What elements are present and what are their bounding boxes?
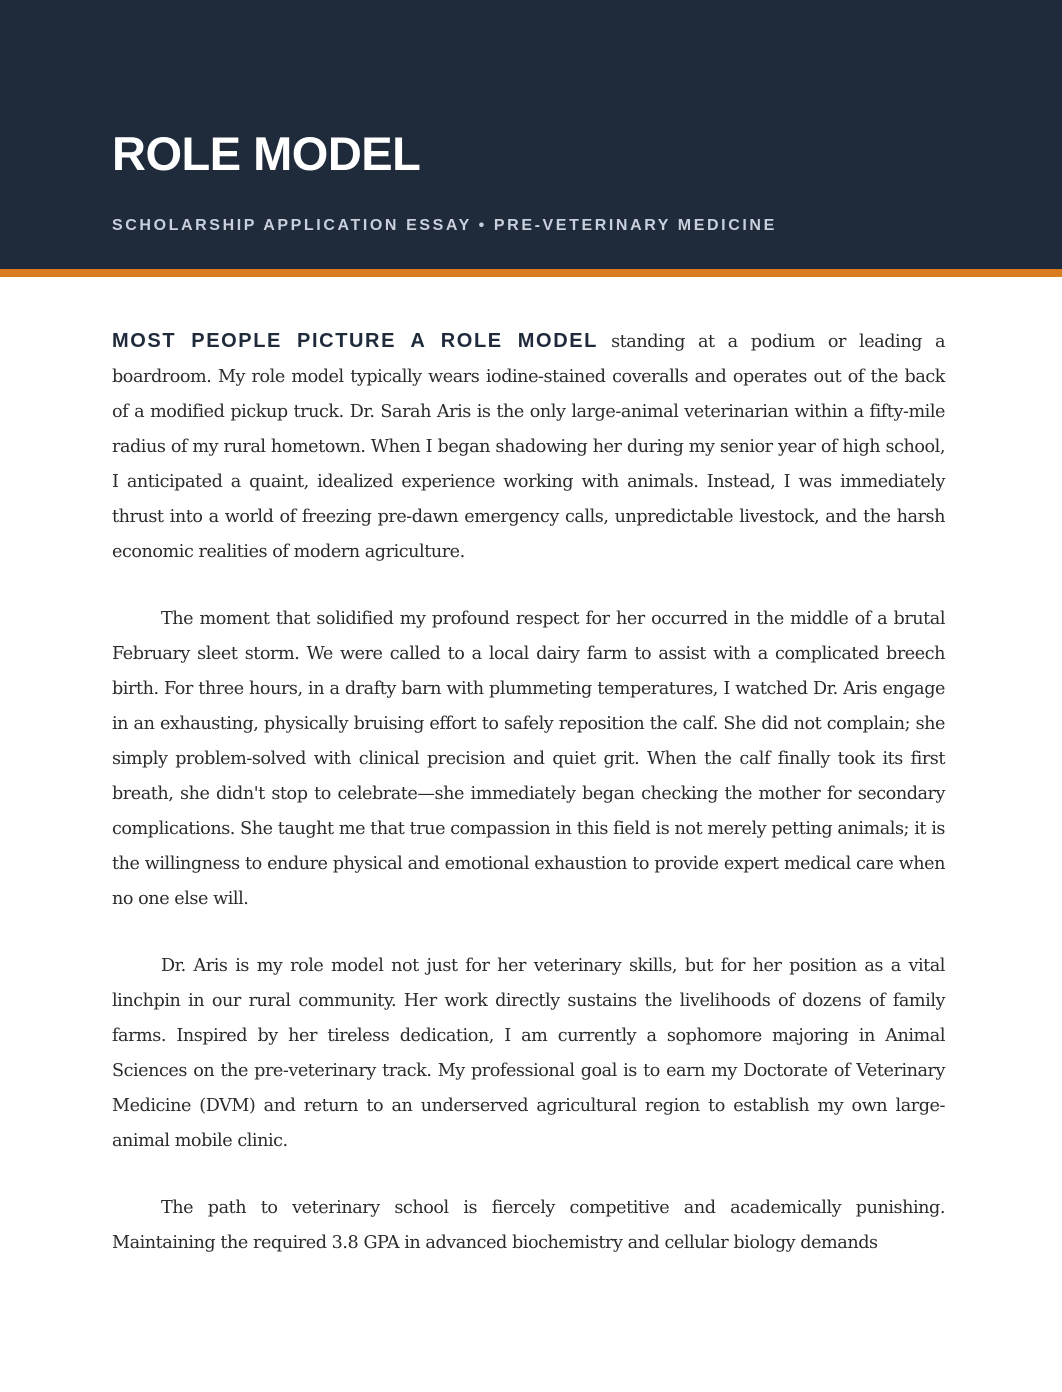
essay-paragraph-3: Dr. Aris is my role model not just for her veterinary skills, but for her position as a vital linchpin in our rural community. Her work directly sustains the livelihoods of dozens of family farms. Inspired by her tireless dedication, I am currently a sophomore majoring in Animal Sciences on the pre-veterinary track. My professional goal is to earn my Doctorate of Veterinary Medicine (DVM) and return to an underserved agricultural region to establish my own large-animal mobile clinic.: [112, 956, 945, 1151]
lead-in-text: MOST PEOPLE PICTURE A ROLE MODEL: [112, 330, 599, 352]
page-title: ROLE MODEL: [112, 127, 421, 180]
essay-body: [112, 324, 945, 1261]
paragraph-1-text: standing at a podium or leading a boardroom. My role model typically wears iodine-stained coveralls and operates out of the back of a modified pickup truck. Dr. Sarah Aris is the only large-animal veterinarian within a fifty-mile radius of my rural hometown. When I began shadowing her during my senior year of high school, I anticipated a quaint, idealized experience working with animals. Instead, I was immediately thrust into a world of freezing pre-dawn emergency calls, unpredictable livestock, and the harsh economic realities of modern agriculture.: [112, 332, 946, 562]
page-subtitle: SCHOLARSHIP APPLICATION ESSAY • PRE-VETERINARY MEDICINE: [112, 217, 777, 234]
essay-paragraph-1: [112, 324, 945, 570]
header-banner: [0, 0, 1062, 277]
essay-paragraph-4: The path to veterinary school is fiercely competitive and academically punishing. Maintaining the required 3.8 GPA in advanced biochemistry and cellular biology demands: [112, 1198, 945, 1253]
essay-paragraph-2: The moment that solidified my profound respect for her occurred in the middle of a brutal February sleet storm. We were called to a local dairy farm to assist with a complicated breech birth. For three hours, in a drafty barn with plummeting temperatures, I watched Dr. Aris engage in an exhausting, physically bruising effort to safely reposition the calf. She did not complain; she simply problem-solved with clinical precision and quiet grit. When the calf finally took its first breath, she didn't stop to celebrate—she immediately began checking the mother for secondary complications. She taught me that true compassion in this field is not merely petting animals; it is the willingness to endure physical and emotional exhaustion to provide expert medical care when no one else will.: [112, 609, 945, 909]
